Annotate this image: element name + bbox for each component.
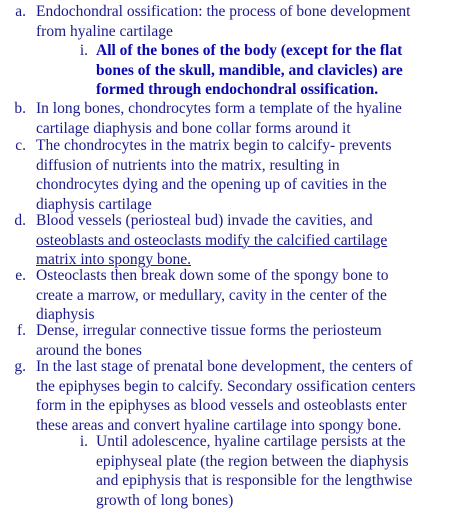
sub-marker-a-i: i. [79, 42, 88, 59]
list-item-g-text [36, 357, 454, 435]
sub-marker-g-i: i. [79, 433, 88, 450]
list-item-e-text [36, 266, 454, 325]
text-line: form in the epiphyses as blood vessels and osteoblasts enter [36, 397, 407, 415]
list-marker-c: c. [15, 137, 26, 154]
text-line: Dense, irregular connective tissue forms the periosteum [36, 322, 382, 339]
text-line: diaphysis [36, 306, 95, 324]
text-line: create a marrow, or medullary, cavity in the center of the [36, 286, 387, 304]
text-line: All of the bones of the body (except for the flat [96, 42, 403, 59]
text-line: around the bones [36, 341, 142, 359]
list-marker-g: g. [14, 358, 26, 375]
text-line: formed through endochondral ossification. [96, 81, 379, 99]
list-item-f-text [36, 321, 454, 360]
sub-item-g-i-text [96, 432, 456, 510]
list-item-a-text [36, 2, 454, 41]
text-line: In the last stage of prenatal bone development, the centers of [36, 358, 413, 375]
text-line: epiphyseal plate (the region between the diaphysis [96, 452, 409, 470]
text-line: Osteoclasts then break down some of the spongy bone to [36, 267, 389, 284]
text-line: chondrocytes dying and the opening up of cavities in the [36, 176, 387, 194]
list-marker-b: b. [14, 100, 26, 117]
text-line: Blood vessels (periosteal bud) invade the cavities, and [36, 212, 373, 229]
text-line: bones of the skull, mandible, and clavicles) are [96, 61, 403, 79]
text-line: In long bones, chondrocytes form a template of the hyaline [36, 100, 402, 117]
text-line: cartilage diaphysis and bone collar forms around it [36, 119, 351, 137]
list-marker-d: d. [14, 212, 26, 229]
text-line: Endochondral ossification: the process of bone development [36, 3, 411, 20]
text-line: these areas and convert hyaline cartilage into spongy bone. [36, 416, 402, 434]
list-marker-e: e. [15, 267, 26, 284]
text-line: the epiphyses begin to calcify. Secondary ossification centers [36, 377, 416, 395]
sub-item-a-i-text [96, 41, 456, 100]
list-item-d-text [36, 211, 454, 270]
text-line: and epiphysis that is responsible for the lengthwise [96, 472, 413, 490]
list-item-c-text [36, 136, 454, 214]
text-line: Until adolescence, hyaline cartilage persists at the [96, 433, 406, 450]
underlined-text-line: osteoblasts and osteoclasts modify the calcified cartilage [36, 231, 388, 249]
list-marker-f: f. [16, 322, 26, 339]
list-item-b-text [36, 99, 454, 138]
underlined-text-line: matrix into spongy bone. [36, 251, 191, 269]
text-line: from hyaline cartilage [36, 22, 173, 40]
text-line: The chondrocytes in the matrix begin to calcify- prevents [36, 137, 392, 154]
text-line: diaphysis cartilage [36, 195, 152, 213]
list-marker-a: a. [15, 3, 26, 20]
text-line: growth of long bones) [96, 491, 234, 509]
text-line: diffusion of nutrients into the matrix, resulting in [36, 156, 340, 174]
